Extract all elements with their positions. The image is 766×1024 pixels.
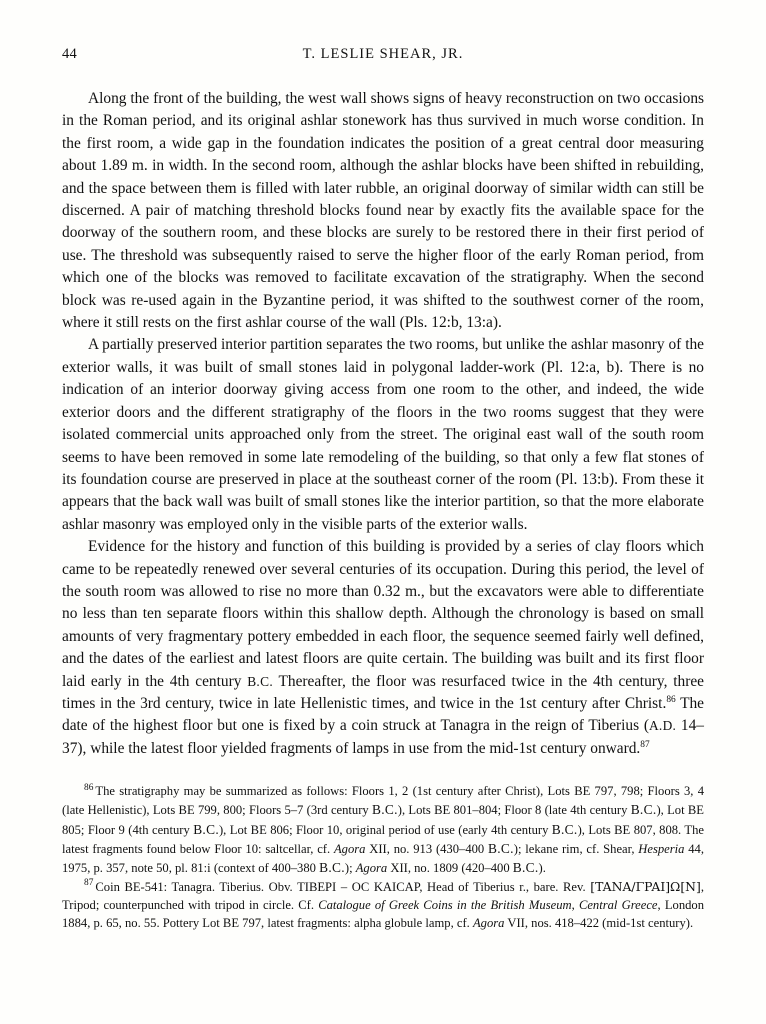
footnote-text: The stratigraphy may be summarized as follows: Floors 1, 2 (1st century after Christ), Lots BE 797, 798; Floors 3, 4 (late Hellenistic), Lots BE 799, 800; Floors 5–7 (3rd century B.C.), Lots BE 801–804; Floor 8 (late 4th century B.C.), Lot BE 805; Floor 9 (4th century B.C.), Lot BE 806; Floor 10, original period of use (early 4th century B.C.), Lots BE 807, 808. The latest fragments found below Floor 10: saltcellar, cf. Agora XII, no. 913 (430–400 B.C.); lekane rim, cf. Shear, Hesperia 44, 1975, p. 357, note 50, pl. 81:i (context of 400–380 B.C.); Agora XII, no. 1809 (420–400 B.C.). [62, 784, 705, 876]
paragraph-with-notes [62, 536, 704, 760]
small-caps-bc: B.C. [247, 673, 273, 689]
para3-part3: The date of the highest floor but one is fixed by a coin struck at Tanagra in the reign of Tiberius ( [62, 694, 704, 735]
body-text [62, 88, 704, 760]
page-number: 44 [62, 46, 77, 62]
footnote-text: Coin BE-541: Tanagra. Tiberius. Obv. TIBEPI – OC KAICAP, Head of Tiberius r., bare. Rev. [TANA/ΓPAI]Ω[N], Tripod; counterpunched with tripod in circle. Cf. Catalogue of Greek Coins in the British Museum, Central Greece, London 1884, p. 65, no. 55. Pottery Lot BE 797, latest fragments: alpha globule lamp, cf. Agora VII, nos. 418–422 (mid-1st century). [62, 878, 705, 930]
footnote-86 [62, 782, 704, 877]
footnotes [62, 780, 704, 932]
running-head-title: T. LESLIE SHEAR, JR. [302, 46, 464, 62]
para3-part4: 14–37), while the latest floor yielded fragments of lamps in use from the mid-1st century onward. [62, 717, 705, 757]
paragraph: A partially preserved interior partition separates the two rooms, but unlike the ashlar masonry of the exterior walls, it was built of small stones laid in polygonal ladder-work (Pl. 12:a, b). There is no indication of an interior doorway giving access from one room to the other, and indeed, the wide exterior doors and the different stratigraphy of the floors in the two rooms suggest that they were isolated commercial units approached only from the street. The original east wall of the south room seems to have been removed in some late remodeling of the building, so that only a few flat stones of its foundation course are preserved in place at the southeast corner of the room (Pl. 13:b). From these it appears that the back wall was built of small stones like the interior partition, so that the more elaborate ashlar masonry was employed only in the visible parts of the exterior walls. [62, 336, 704, 533]
running-head [62, 46, 704, 72]
small-caps-ad: A.D. [648, 718, 677, 734]
footnote-number: 87 [84, 878, 94, 889]
footnote-ref-86[interactable]: 86 [666, 694, 676, 705]
paragraph: Along the front of the building, the west wall shows signs of heavy reconstruction on two occasions in the Roman period, and its original ashlar stonework has thus survived in much worse condition. In the first room, a wide gap in the foundation indicates the position of a great central door measuring about 1.89 m. in width. In the second room, although the ashlar blocks have been shifted in rebuilding, and the space between them is filled with later rubble, an original doorway of similar width can still be discerned. A pair of matching threshold blocks found near by exactly fits the available space for the doorway of the southern room, and these blocks are surely to be restored there in their first period of use. The threshold was subsequently raised to serve the higher floor of the early Roman period, from which one of the blocks was removed to facilitate excavation of the stratigraphy. When the second block was re-used again in the Byzantine period, it was shifted to the southwest corner of the room, where it still rests on the first ashlar course of the wall (Pls. 12:b, 13:a). [62, 90, 704, 332]
para3-part1: Evidence for the history and function of this building is provided by a series of clay floors which came to be repeatedly renewed over several centuries of its occupation. During this period, the level of the south room was allowed to rise no more than 0.32 m., but the excavators were able to differentiate no less than ten separate floors within this shallow depth. Although the chronology is based on small amounts of very fragmentary pottery embedded in each floor, the sequence seemed fairly well defined, and the dates of the earliest and latest floors are quite certain. The building was built and its first floor laid early in the 4th century [62, 538, 704, 690]
footnote-number: 86 [84, 783, 94, 793]
footnote-87 [62, 878, 704, 932]
footnote-ref-87[interactable]: 87 [640, 739, 650, 750]
para3-part2: Thereafter, the floor was resurfaced twice in the 4th century, three times in the 3rd century, twice in late Hellenistic times, and twice in the 1st century after Christ. [62, 672, 705, 712]
